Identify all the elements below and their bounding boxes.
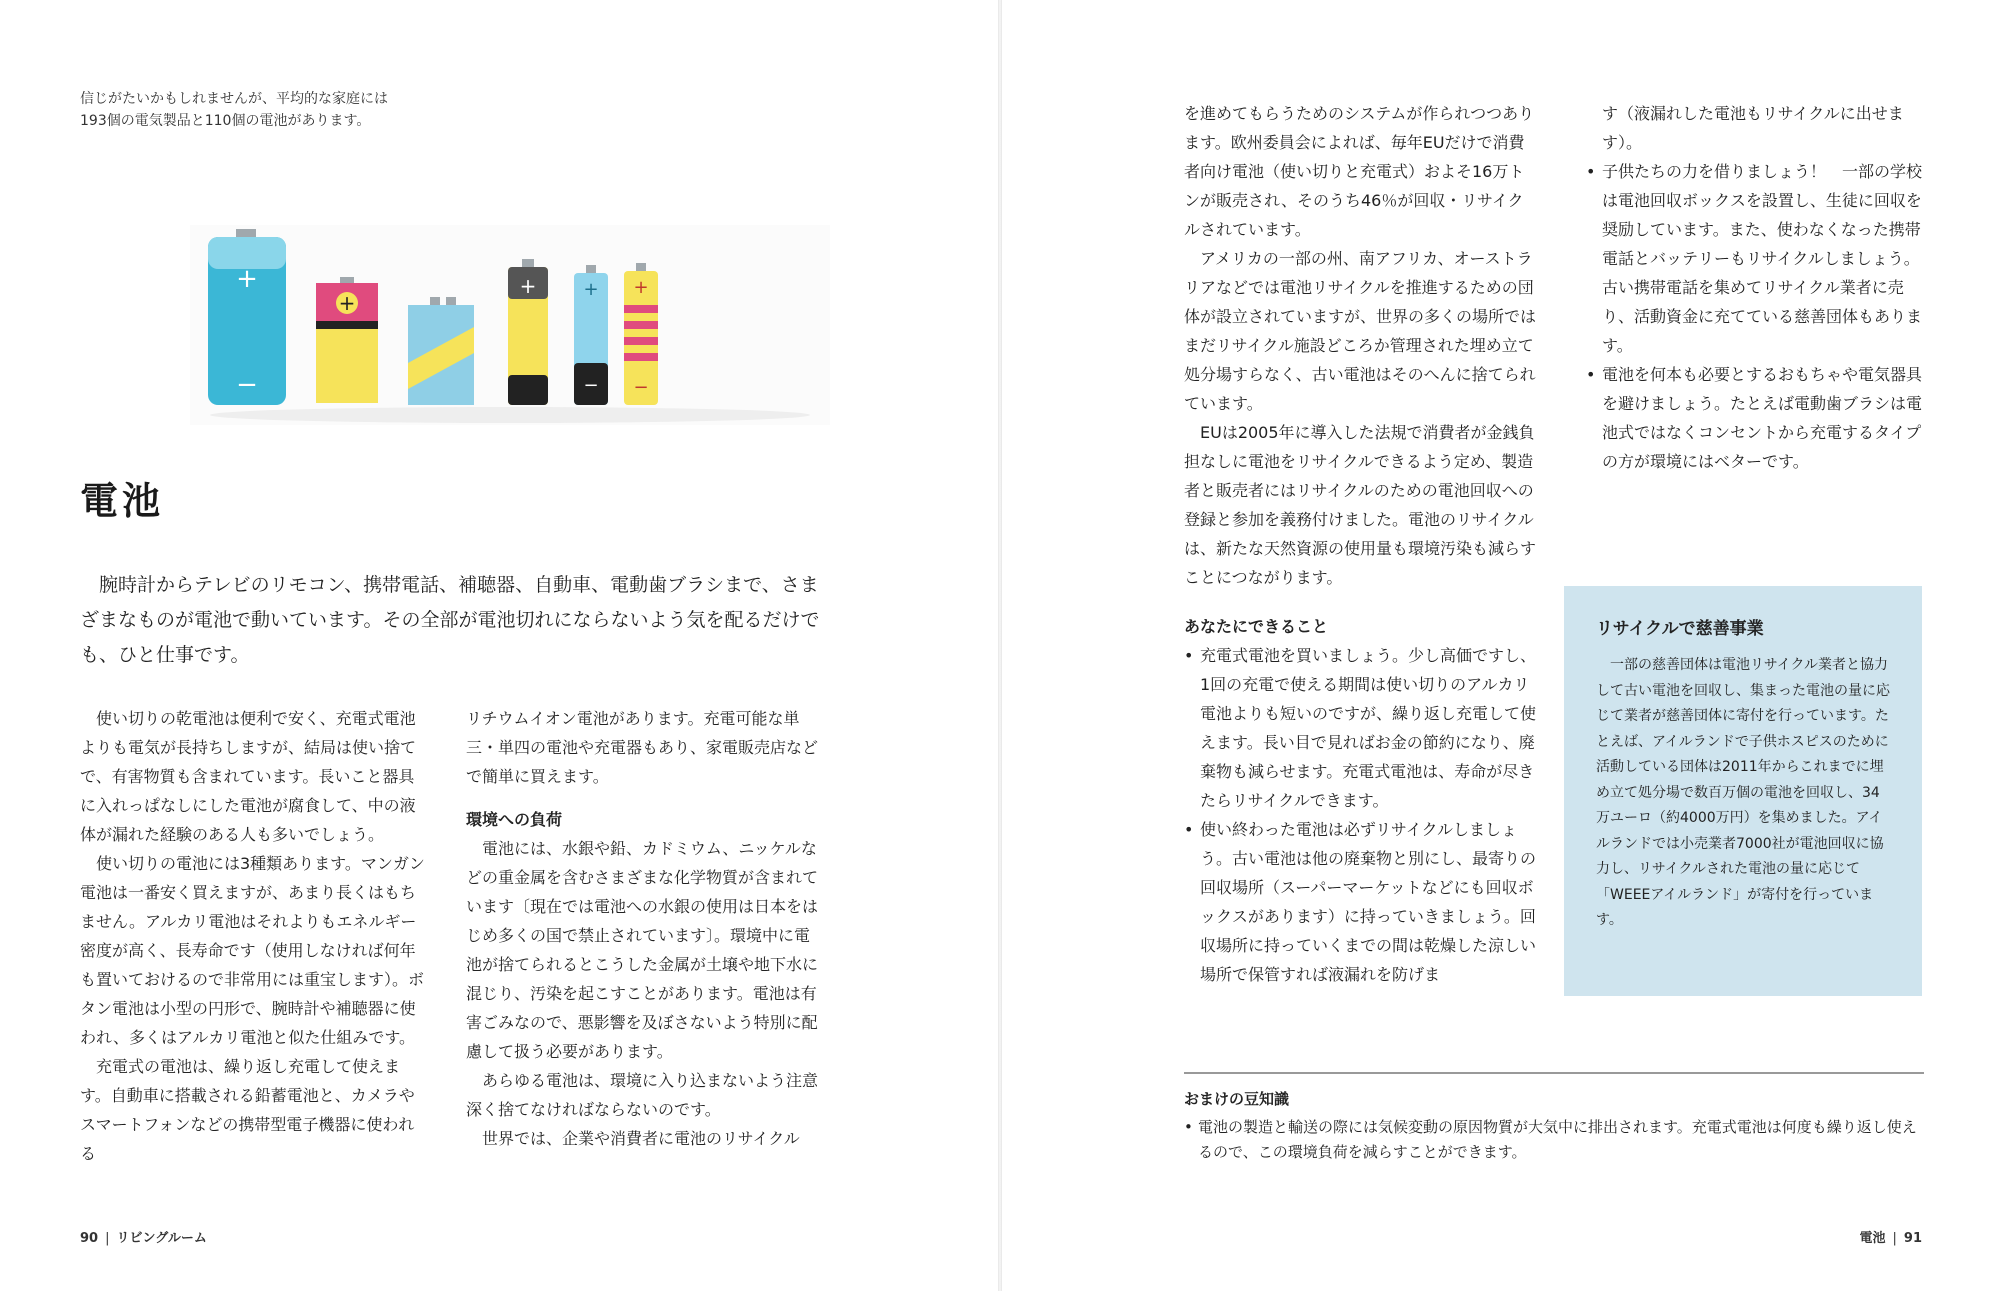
- sidebar-box: [1564, 586, 1922, 996]
- battery-aaa-pink: [624, 263, 658, 405]
- body-paragraph: 使い切りの乾電池は便利で安く、充電式電池よりも電気が長持ちしますが、結局は使い捨てで、有害物質も含まれています。長いこと器具に入れっぱなしにした電池が腐食して、中の液体が漏れた経験のある人も多いでしょう。: [80, 709, 417, 844]
- body-paragraph: 使い切りの電池には3種類あります。マンガン電池は一番安く買えますが、あまり長くはもちません。アルカリ電池はそれよりもエネルギー密度が高く、長寿命です（使用しなければ何年も置いておけるので非常用には重宝します）。ボタン電池は小型の円形で、腕時計や補聴器に使われ、多くはアルカリ電池と似た仕組みです。: [80, 854, 425, 1047]
- battery-illustration: [190, 225, 830, 425]
- right-page: [1002, 0, 2000, 1291]
- tips-list: [1184, 641, 1539, 989]
- folio-section: リビングルーム: [116, 1231, 207, 1246]
- body-column-2: [466, 704, 822, 1153]
- list-item: • 電池を何本も必要とするおもちゃや電気器具を避けましょう。たとえば電動歯ブラシは電池式ではなくコンセントから充電するタイプの方が環境にはベターです。: [1586, 360, 1931, 476]
- sidebar-text: 一部の慈善団体は電池リサイクル業者と協力して古い電池を回収し、集まった電池の量に応じて業者が慈善団体に寄付を行っています。たとえば、アイルランドで子供ホスピスのために活動している団体は2011年からこれまでに埋め立て処分場で数百万個の電池を回収し、34万ユーロ（約4000万円）を集めました。アイルランドでは小売業者7000社が電池回収に協力し、リサイクルされた電池の量に応じて「WEEEアイルランド」が寄付を行っています。: [1596, 657, 1890, 928]
- body-column-1: [80, 704, 430, 1168]
- intro-line-2: 193個の電気製品と110個の電池があります。: [80, 113, 371, 129]
- sidebar-title: リサイクルで慈善事業: [1596, 619, 1764, 639]
- folio-left: [80, 1227, 207, 1246]
- svg-text:+: +: [338, 291, 356, 315]
- folio-separator: |: [105, 1231, 110, 1246]
- tips-list-continued: [1586, 157, 1931, 476]
- battery-pink-yellow: [316, 277, 378, 403]
- svg-text:+: +: [519, 274, 537, 298]
- svg-text:−: −: [583, 375, 599, 396]
- list-item: • 使い終わった電池は必ずリサイクルしましょう。古い電池は他の廃棄物と別にし、最寄りの回収場所（スーパーマーケットなどにも回収ボックスがあります）に持っていきましょう。回収場所に持っていくまでの間は乾燥した涼しい場所で保管すれば液漏れを防げま: [1184, 815, 1539, 989]
- intro-line-1: 信じがたいかもしれませんが、平均的な家庭には: [80, 91, 388, 107]
- svg-text:+: +: [633, 277, 649, 298]
- svg-text:+: +: [583, 279, 599, 300]
- list-item-continued: す（液漏れした電池もリサイクルに出せます）。: [1602, 104, 1904, 152]
- list-item: • 子供たちの力を借りましょう！ 一部の学校は電池回収ボックスを設置し、生徒に回収を奨励しています。また、使わなくなった携帯電話とバッテリーもリサイクルしましょう。古い携帯電話を集めてリサイクル業者に売り、活動資金に充てている慈善団体もあります。: [1586, 157, 1931, 360]
- body-column-3: [1184, 99, 1539, 989]
- page-number: 90: [80, 1231, 99, 1246]
- intro-caption: [80, 88, 388, 132]
- battery-9v-striped: [408, 297, 474, 405]
- list-item: • 充電式電池を買いましょう。少し高価ですし、1回の充電で使える期間は使い切りのアルカリ電池よりも短いのですが、繰り返し充電して使えます。長い目で見ればお金の節約になり、廃棄物も減らせます。充電式電池は、寿命が尽きたらリサイクルできます。: [1184, 641, 1539, 815]
- body-paragraph: EUは2005年に導入した法規で消費者が金銭負担なしに電池をリサイクルできるよう定め、製造者と販売者にはリサイクルのための電池回収への登録と参加を義務付けました。電池のリサイクルは、新たな天然資源の使用量も環境汚染も減らすことにつながります。: [1184, 423, 1537, 587]
- trivia-box: [1184, 1072, 1924, 1165]
- section-heading-what-you-can-do: あなたにできること: [1184, 617, 1329, 636]
- body-column-4: [1586, 99, 1931, 476]
- svg-text:−: −: [633, 377, 649, 398]
- body-paragraph: あらゆる電池は、環境に入り込まないよう注意深く捨てなければならないのです。: [466, 1071, 819, 1119]
- svg-text:−: −: [236, 370, 258, 400]
- battery-large-cyan: [208, 229, 286, 405]
- page-number: 91: [1903, 1231, 1922, 1246]
- folio-right: [1860, 1227, 1923, 1246]
- lead-paragraph: 腕時計からテレビのリモコン、携帯電話、補聴器、自動車、電動歯ブラシまで、さまざまなものが電池で動いています。その全部が電池切れにならないよう気を配るだけでも、ひと仕事です。: [80, 574, 820, 666]
- body-paragraph: 電池には、水銀や鉛、カドミウム、ニッケルなどの重金属を含むさまざまな化学物質が含まれています〔現在では電池への水銀の使用は日本をはじめ多くの国で禁止されています〕。環境中に電池が捨てられるとこうした金属が土壌や地下水に混じり、汚染を起こすことがあります。電池は有害ごみなので、悪影響を及ぼさないよう特別に配慮して扱う必要があります。: [466, 839, 819, 1061]
- section-heading-environment: 環境への負荷: [466, 810, 563, 829]
- body-paragraph: 充電式の電池は、繰り返し充電して使えます。自動車に搭載される鉛蓄電池と、カメラやスマートフォンなどの携帯型電子機器に使われる: [80, 1057, 415, 1163]
- page-title: 電池: [80, 479, 165, 523]
- body-paragraph-continued: を進めてもらうためのシステムが作られつつあります。欧州委員会によれば、毎年EUだけで消費者向け電池（使い切りと充電式）およそ16万トンが販売され、そのうち46％が回収・リサイクルされています。: [1184, 104, 1535, 239]
- trivia-list: [1184, 1115, 1924, 1165]
- body-paragraph: アメリカの一部の州、南アフリカ、オーストラリアなどでは電池リサイクルを推進するための団体が設立されていますが、世界の多くの場所ではまだリサイクル施設どころか管理された埋め立て処分場すらなく、古い電池はそのへんに捨てられています。: [1184, 249, 1537, 413]
- battery-aa-black: [508, 259, 548, 405]
- trivia-title: おまけの豆知識: [1184, 1090, 1290, 1108]
- folio-section: 電池: [1859, 1231, 1886, 1246]
- battery-aaa-cyan: [574, 265, 608, 405]
- list-item: • 電池の製造と輸送の際には気候変動の原因物質が大気中に排出されます。充電式電池は何度も繰り返し使えるので、この環境負荷を減らすことができます。: [1184, 1115, 1924, 1165]
- svg-text:+: +: [236, 264, 258, 294]
- folio-separator: |: [1892, 1231, 1897, 1246]
- body-paragraph: 世界では、企業や消費者に電池のリサイクル: [482, 1129, 800, 1148]
- left-page: [0, 0, 998, 1291]
- body-paragraph-continued: リチウムイオン電池があります。充電可能な単三・単四の電池や充電器もあり、家電販売店などで簡単に買えます。: [466, 709, 819, 786]
